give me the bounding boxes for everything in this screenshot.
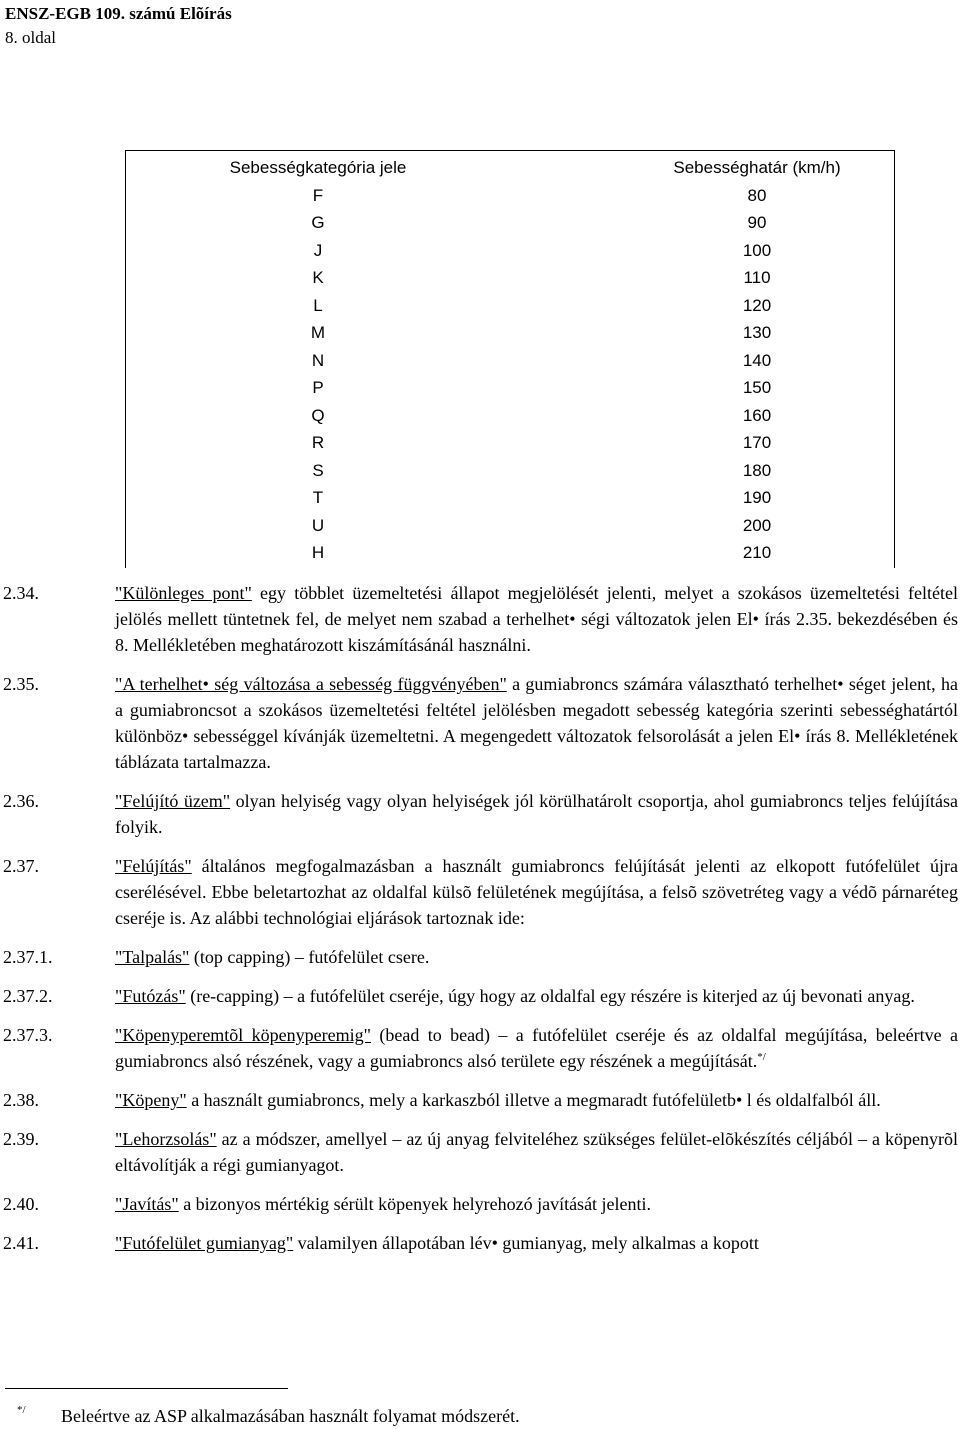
definition-item [3,580,958,658]
speed-category-cell: N [311,350,325,370]
item-term: "Javítás" [115,1194,179,1214]
item-body: általános megfogalmazásban a használt gumiabroncs felújítását jelenti az elkopott futófelület újra cserélésével. Ebbe beletartozhat az oldalfal külsõ felületének megújítása, a felsõ szövetréteg vagy a védõ párnaréteg cseréje is. Az alábbi technológiai eljárások tartoznak ide: [115,856,958,928]
speed-limit-cell: 200 [742,515,772,535]
item-text [115,1087,958,1113]
speed-limit-cell: 170 [742,433,772,452]
footnote-marker: */ [17,1404,26,1416]
item-body: olyan helyiség vagy olyan helyiségek jól körülhatárolt csoportja, ahol gumiabroncs teljes felújítása folyik. [115,791,958,837]
speed-limit-cell: 210 [742,543,772,562]
speed-limit-cell: 110 [743,268,771,287]
definition-item [3,853,958,931]
speed-limit-cell: 150 [742,378,772,397]
footnote [5,1404,905,1428]
item-text [115,788,958,840]
speed-limit-cell: 190 [742,488,772,507]
definition-item [3,944,958,970]
table-row [126,182,894,210]
definition-item [3,983,958,1009]
item-body: a használt gumiabroncs, mely a karkaszból illetve a megmaradt futófelületb• l és oldalfalból áll. [186,1090,881,1110]
item-term: "Köpeny" [115,1090,187,1110]
speed-category-cell: J [313,240,323,260]
column-header-limit: Sebességhatár (km/h) [673,158,841,177]
definition-item [3,1230,958,1256]
item-text [115,853,958,931]
item-number: 2.38. [3,1090,39,1110]
item-term: "Felújító üzem" [115,791,231,811]
item-term: "Különleges pont" [115,583,252,603]
item-number: 2.37.2. [3,986,53,1006]
definition-item [3,1191,958,1217]
definition-item [3,1022,958,1074]
speed-category-cell: T [312,488,324,507]
item-body: egy többlet üzemeltetési állapot megjelölését jelenti, melyet a szokásos üzemeltetési feltétel jelölés mellett tüntetnek fel, de melyet nem szabad a terhelhet• ségi változatok jelen El• írás 2.35. bekezdésében és 8. Mellékletében meghatározott kiszámításánál használni. [115,583,958,655]
speed-limit-cell: 180 [742,460,772,480]
speed-category-cell: L [313,295,323,315]
table-row [126,539,894,567]
item-body: (re-capping) – a futófelület cseréje, úgy hogy az oldalfal egy részére is kiterjed az új bevonati anyag. [185,986,915,1006]
table-row [126,429,894,457]
table-row [126,292,894,320]
speed-category-cell: H [311,543,325,562]
definition-item [3,671,958,775]
table-row [126,457,894,485]
item-number: 2.34. [3,583,39,603]
item-body: a gumiabroncs számára választható terhelhet• séget jelent, ha a gumiabroncsot a szokásos üzemeltetési feltétel jelölésben megadott sebesség kategória szerinti sebességhatártól különböz• sebességgel kívánják üzemeltetni. A megengedett változatok felsorolását a jelen El• írás 8. Mellékletének táblázata tartalmazza. [115,674,958,772]
speed-category-cell: P [312,378,324,397]
item-term: "Talpalás" [115,947,190,967]
item-number: 2.37.3. [3,1025,53,1045]
page-header [5,2,232,50]
item-term: "Futófelület gumianyag" [115,1233,294,1253]
item-body: az a módszer, amellyel – az új anyag felviteléhez szükséges felület-elõkészítés céljából – a köpenyrõl eltávolítják a régi gumianyagot. [115,1129,958,1175]
item-text [115,983,958,1009]
speed-limit-cell: 100 [742,240,772,260]
table-row [126,237,894,265]
item-body: (bead to bead) – a futófelület cseréje és az oldalfal megújítása, beleértve a gumiabroncs alsó részének, vagy a gumiabroncs alsó területe egy részének a megújítását. [115,1025,959,1071]
item-number: 2.37.1. [3,947,53,967]
table-row [126,264,894,292]
speed-category-cell: G [311,213,325,232]
speed-category-cell: S [312,460,324,480]
item-body: (top capping) – futófelület csere. [189,947,430,967]
column-header-category: Sebességkategória jele [229,158,407,177]
item-body: a bizonyos mértékig sérült köpenyek helyrehozó javítását jelenti. [178,1194,652,1214]
item-term: "Köpenyperemtõl köpenyperemig" [115,1025,371,1045]
item-number: 2.36. [3,791,39,811]
item-number: 2.40. [3,1194,39,1214]
speed-category-cell: K [312,268,324,287]
item-text [115,1191,958,1217]
speed-category-cell: M [310,323,326,342]
speed-category-cell: Q [311,405,325,425]
item-number: 2.41. [3,1233,39,1253]
speed-category-table [125,150,895,568]
document-title: ENSZ-EGB 109. számú Elõírás [5,4,232,23]
item-number: 2.39. [3,1129,39,1149]
item-text [115,580,958,658]
speed-category-cell: F [312,185,324,205]
speed-limit-cell: 160 [742,405,772,425]
table-row [126,374,894,402]
speed-category-cell: R [311,433,325,452]
footnote-text: Beleértve az ASP alkalmazásában használt folyamat módszerét. [61,1406,520,1426]
table-row [126,402,894,430]
table-body [126,182,894,567]
item-term: "Lehorzsolás" [115,1129,217,1149]
item-term: "Futózás" [115,986,186,1006]
item-body: valamilyen állapotában lév• gumianyag, mely alkalmas a kopott [293,1233,759,1253]
item-text [115,671,958,775]
item-text [115,944,958,970]
table-row [126,347,894,375]
table-row [126,484,894,512]
item-number: 2.37. [3,856,39,876]
table-row [126,512,894,540]
item-term: "Felújítás" [115,856,192,876]
speed-limit-cell: 140 [742,350,772,370]
speed-limit-cell: 80 [747,185,767,205]
speed-limit-cell: 120 [742,295,772,315]
definition-item [3,788,958,840]
definition-list [3,580,958,1269]
speed-limit-cell: 90 [747,213,767,232]
item-text [115,1126,958,1178]
speed-category-cell: U [311,515,325,535]
page-number: 8. oldal [5,28,56,47]
item-text [115,1230,958,1256]
speed-limit-cell: 130 [742,323,772,342]
definition-item [3,1087,958,1113]
footnote-reference: */ [757,1051,766,1063]
footnote-separator [5,1388,288,1389]
item-term: "A terhelhet• ség változása a sebesség függvényében" [115,674,507,694]
item-number: 2.35. [3,674,39,694]
item-text [115,1022,958,1074]
table-header-row [126,154,894,182]
definition-item [3,1126,958,1178]
table-row [126,319,894,347]
table-row [126,209,894,237]
